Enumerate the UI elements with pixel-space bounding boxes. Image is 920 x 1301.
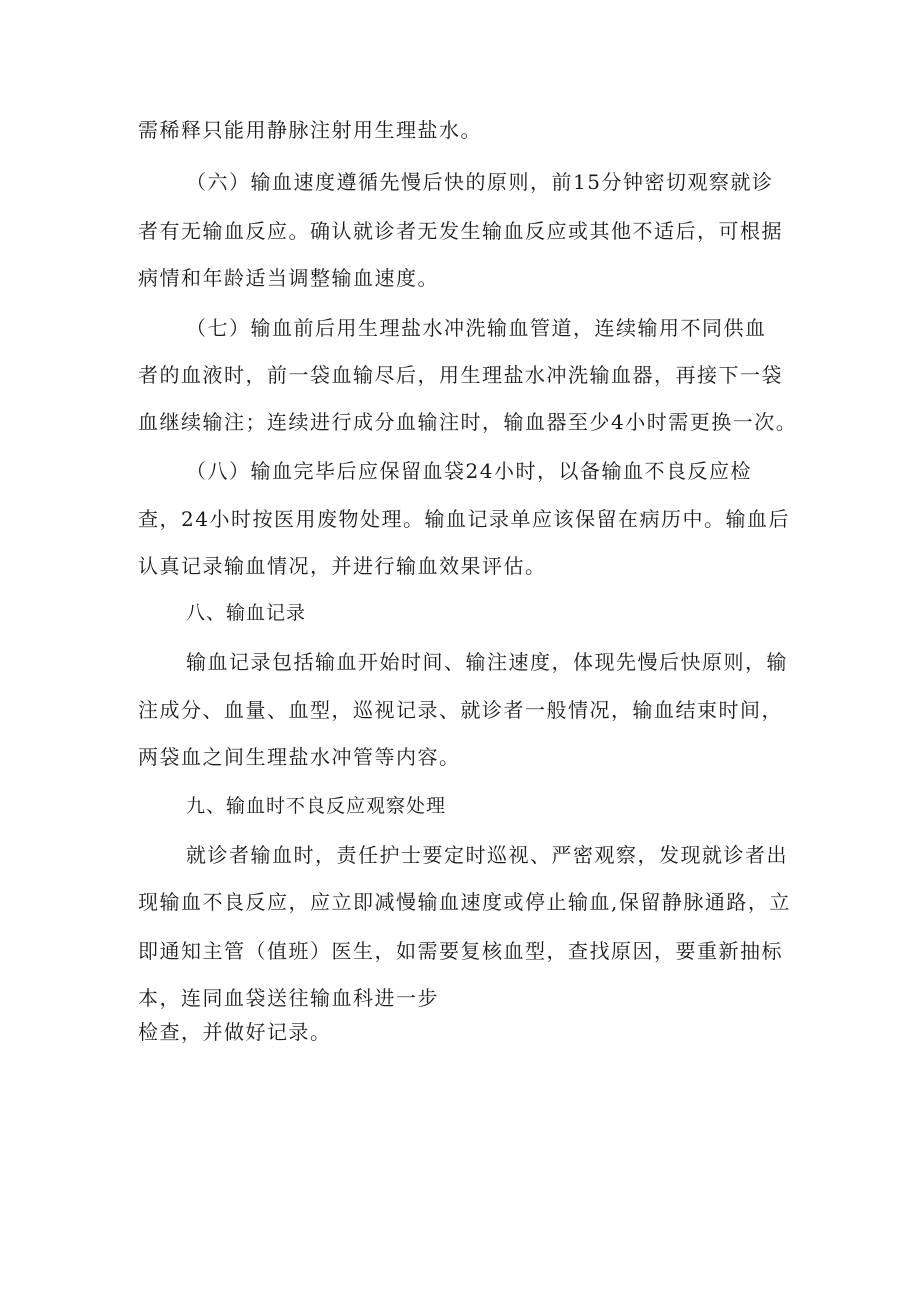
- paragraph-line: （八）输血完毕后应保留血袋24小时，以备输血不良反应检: [186, 459, 752, 483]
- paragraph-line: 需稀释只能用静脉注射用生理盐水。: [138, 118, 482, 142]
- paragraph-line: 检查，并做好记录。: [138, 1020, 332, 1044]
- paragraph-line: 者的血液时，前一袋血输尽后，用生理盐水冲洗输血器，再接下一袋: [138, 363, 783, 387]
- paragraph-line: 本，连同血袋送往输血科进一步: [138, 986, 439, 1010]
- paragraph-line: （七）输血前后用生理盐水冲洗输血管道，连续输用不同供血: [186, 316, 767, 340]
- paragraph-line: 两袋血之间生理盐水冲管等内容。: [138, 745, 461, 769]
- paragraph-line: 血继续输注；连续进行成分血输注时，输血器至少4小时需更换一次。: [138, 410, 798, 434]
- paragraph-line: （六）输血速度遵循先慢后快的原则，前15分钟密切观察就诊: [186, 170, 774, 194]
- paragraph-line: 就诊者输血时，责任护士要定时巡视、严密观察，发现就诊者出: [186, 843, 788, 867]
- paragraph-line: 认真记录输血情况，并进行输血效果评估。: [138, 554, 547, 578]
- paragraph-line: 即通知主管（值班）医生，如需要复核血型，查找原因，要重新抽标: [138, 939, 783, 963]
- paragraph-line: 现输血不良反应，应立即减慢输血速度或停止输血,保留静脉通路，立: [138, 890, 791, 914]
- paragraph-line: 注成分、血量、血型，巡视记录、就诊者一般情况，输血结束时间，: [138, 698, 783, 722]
- paragraph-line: 者有无输血反应。确认就诊者无发生输血反应或其他不适后，可根据: [138, 219, 783, 243]
- paragraph-line: 查，24小时按医用废物处理。输血记录单应该保留在病历中。输血后: [138, 507, 790, 531]
- section-heading: 九、输血时不良反应观察处理: [186, 795, 447, 817]
- section-heading: 八、输血记录: [186, 602, 307, 624]
- paragraph-line: 病情和年龄适当调整输血速度。: [138, 266, 439, 290]
- paragraph-line: 输血记录包括输血开始时间、输注速度，体现先慢后快原则，输: [186, 650, 788, 674]
